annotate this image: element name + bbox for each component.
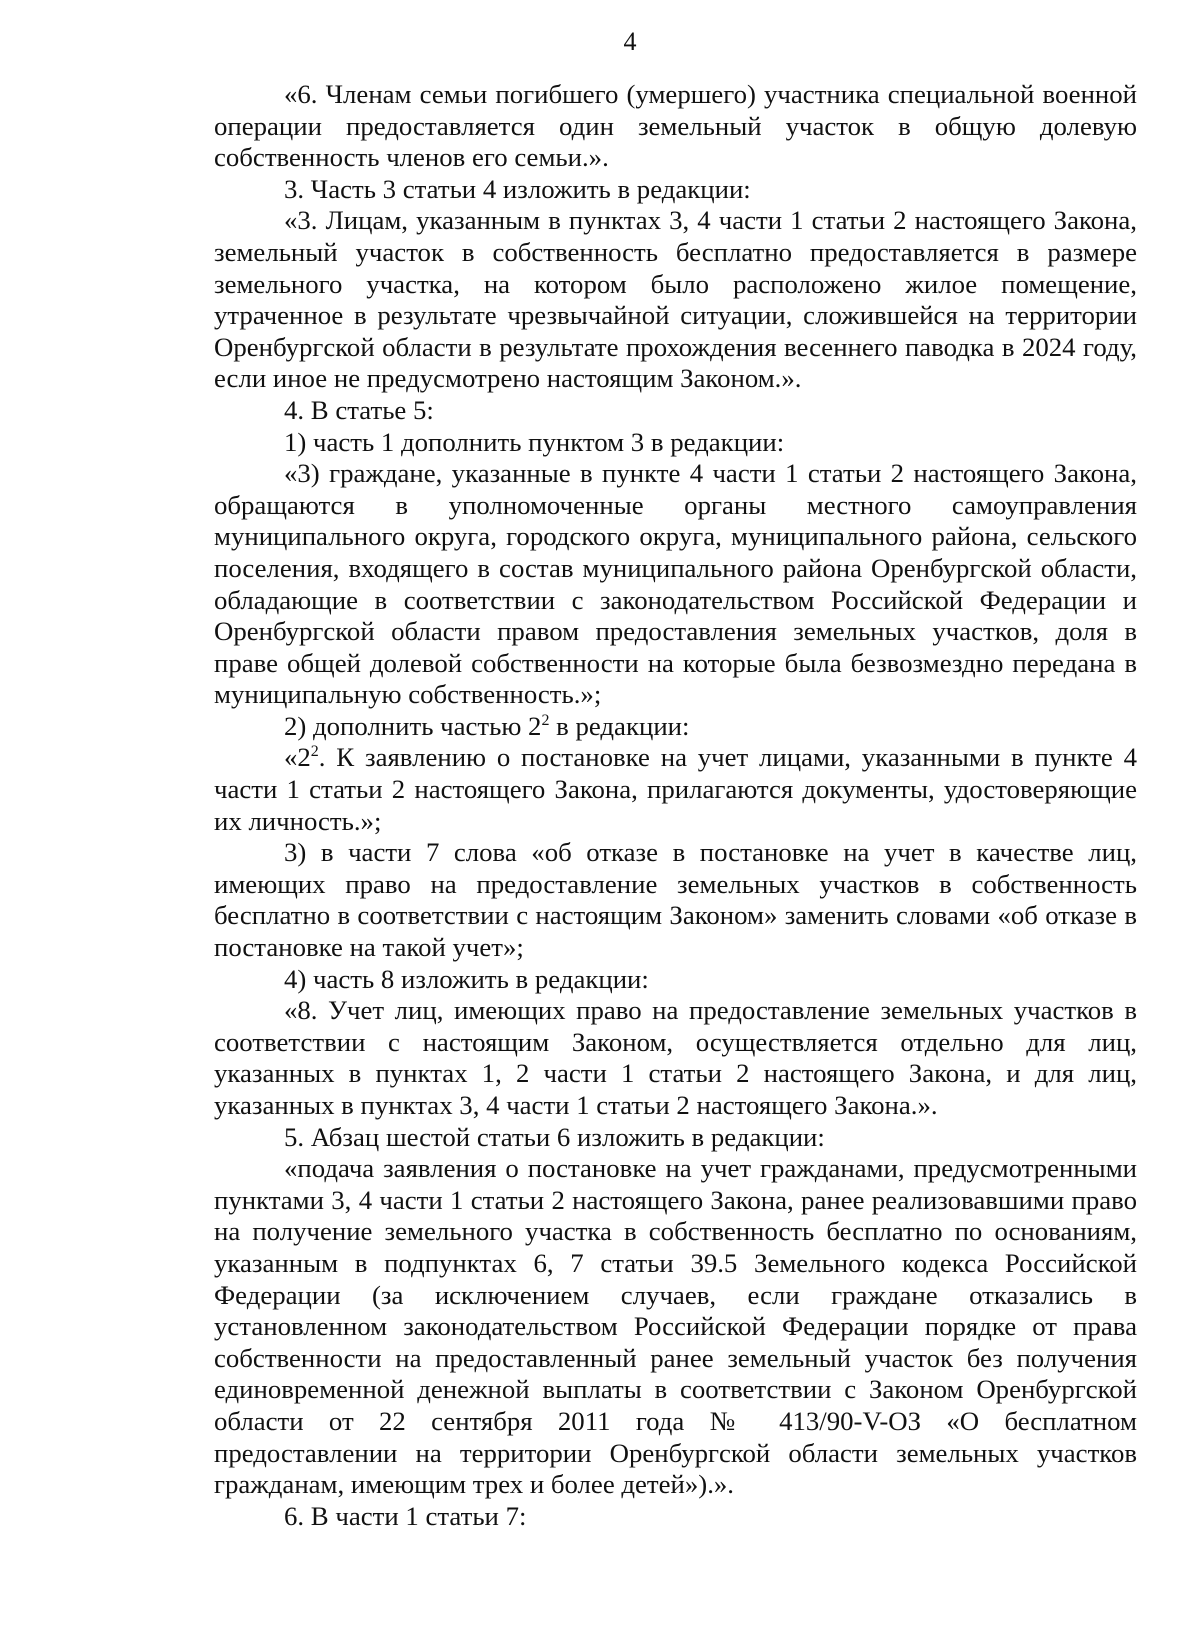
document-body [214, 79, 1137, 1532]
paragraph-item-5: 5. Абзац шестой статьи 6 изложить в редакции: [284, 1121, 825, 1152]
paragraph-amendment-part-6: «6. Членам семьи погибшего (умершего) участника специальной военной операции предоставляется один земельный участок в общую долевую собственность членов его семьи.». [214, 79, 1137, 173]
paragraph-subitem-3: 3) в части 7 слова «об отказе в постановке на учет в качестве лиц, имеющих право на предоставление земельных участков в собственность бесплатно в соответствии с настоящим Законом» заменить словами «об отказе в постановке на такой учет»; [214, 837, 1137, 963]
paragraph-amendment-point-3: «3) граждане, указанные в пункте 4 части 1 статьи 2 настоящего Закона, обращаются в уполномоченные органы местного самоуправления муниципального округа, городского округа, муниципального района, сельского поселения, входящего в состав муниципального района Оренбургской области, обладающие в соответствии с законодательством Российской Федерации и Оренбургской области правом предоставления земельных участков, доля в праве общей долевой собственности на которые была безвозмездно передана в муниципальную собственность.»; [214, 458, 1137, 710]
page-number: 4 [623, 27, 637, 56]
paragraph-item-4: 4. В статье 5: [284, 394, 434, 425]
paragraph-subitem-4: 4) часть 8 изложить в редакции: [284, 963, 649, 994]
paragraph-amendment-part-8: «8. Учет лиц, имеющих право на предоставление земельных участков в соответствии с настоящим Законом, осуществляется отдельно для лиц, указанных в пунктах 1, 2 части 1 статьи 2 настоящего Закона, и для лиц, указанных в пунктах 3, 4 части 1 статьи 2 настоящего Закона.». [214, 995, 1137, 1120]
paragraph-text-after: в редакции: [549, 710, 690, 741]
paragraph-subitem-2 [214, 711, 1137, 743]
paragraph-amendment-part-2-2 [214, 742, 1137, 837]
paragraph-text-before: «2 [284, 742, 311, 773]
paragraph-subitem-1: 1) часть 1 дополнить пунктом 3 в редакции: [284, 426, 785, 457]
paragraph-text-before: 2) дополнить частью 2 [284, 710, 542, 741]
paragraph-text-after: . К заявлению о постановке на учет лицами, указанными в пункте 4 части 1 статьи 2 настоящего Закона, прилагаются документы, удостоверяющие их личность.»; [214, 742, 1137, 836]
paragraph-item-6: 6. В части 1 статьи 7: [284, 1500, 527, 1531]
superscript-index: 2 [541, 711, 550, 729]
paragraph-amendment-part-3: «3. Лицам, указанным в пунктах 3, 4 части 1 статьи 2 настоящего Закона, земельный участок в собственность бесплатно предоставляется в размере земельного участка, на котором было расположено жилое помещение, утраченное в результате чрезвычайной ситуации, сложившейся на территории Оренбургской области в результате прохождения весеннего паводка в 2024 году, если иное не предусмотрено настоящим Законом.». [214, 205, 1137, 394]
superscript-index: 2 [310, 743, 319, 761]
paragraph-item-3: 3. Часть 3 статьи 4 изложить в редакции: [284, 173, 751, 204]
paragraph-amendment-paragraph-6: «подача заявления о постановке на учет гражданами, предусмотренными пунктами 3, 4 части 1 статьи 2 настоящего Закона, ранее реализовавшими право на получение земельного участка в собственность бесплатно по основаниям, указанным в подпунктах 6, 7 статьи 39.5 Земельного кодекса Российской Федерации (за исключением случаев, если граждане отказались в установленном законодательством Российской Федерации порядке от права собственности на предоставленный ранее земельный участок без получения единовременной денежной выплаты в соответствии с Законом Оренбургской области от 22 сентября 2011 года № 413/90-V-ОЗ «О бесплатном предоставлении на территории Оренбургской области земельных участков гражданам, имеющим трех и более детей»).». [214, 1153, 1137, 1500]
